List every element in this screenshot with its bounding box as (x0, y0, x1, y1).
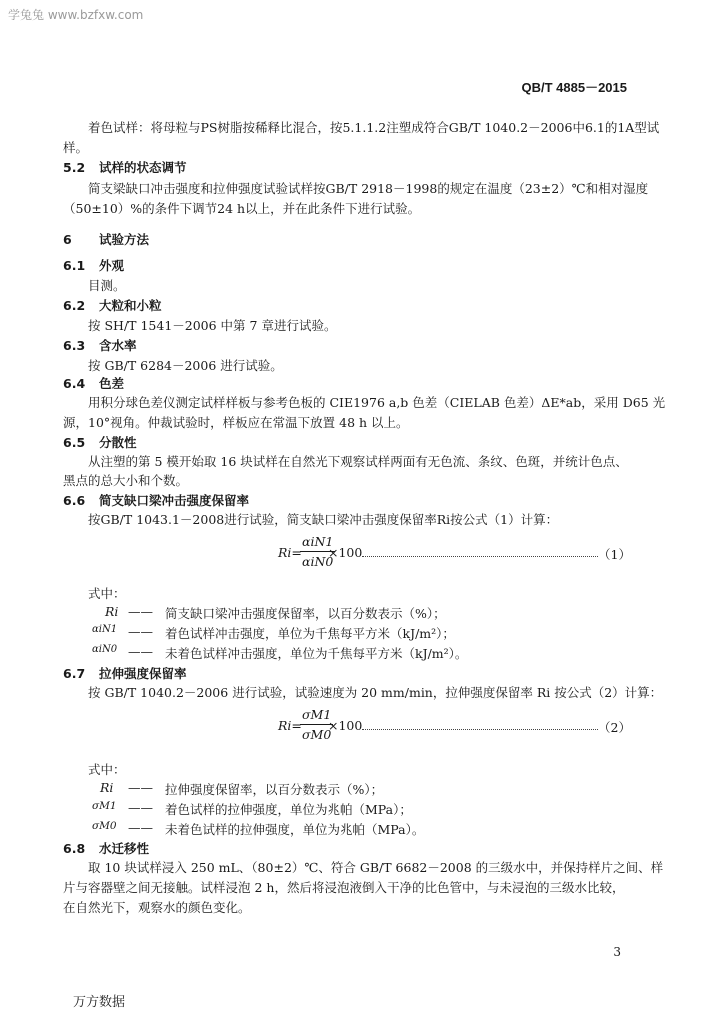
s67-def-2-symbol: σM1 (92, 800, 117, 812)
s66-def-1-symbol: Ri (105, 604, 119, 619)
s66-def-2-symbol: αiN1 (92, 624, 118, 635)
heading-6: 6 试验方法 (63, 232, 150, 247)
s66-def-2-text: 着色试样冲击强度，单位为千焦每平方米（kJ/m²）； (165, 626, 455, 641)
s66-def-3-symbol: αiN0 (92, 644, 118, 655)
s64-line-2: 源，10°视角。仲裁试验时，样板应在常温下放置 48 h 以上。 (63, 415, 409, 430)
s67-line-1: 按 GB/T 1040.2－2006 进行试验，试验速度为 20 mm/min，拉伸强度保留率 Ri 按公式（2）计算： (88, 685, 663, 700)
s68-line-3: 在自然光下，观察水的颜色变化。 (63, 900, 251, 915)
heading-6-2: 6.2 大粒和小粒 (63, 298, 162, 313)
s61-line-1: 目测。 (88, 278, 126, 293)
s63-line-1: 按 GB/T 6284－2006 进行试验。 (88, 358, 283, 373)
formula-1-eqno: （1） (598, 547, 631, 562)
s52-line-1: 简支梁缺口冲击强度和拉伸强度试验试样按GB/T 2918－1998的规定在温度（23±2）℃和相对湿度 (88, 181, 649, 196)
s66-def-3-dash: —— (128, 644, 153, 659)
heading-6-6: 6.6 简支缺口梁冲击强度保留率 (63, 493, 250, 508)
s66-def-1-dash: —— (128, 604, 153, 619)
intro-line-2: 样。 (63, 140, 89, 155)
formula-1-denominator: αiN0 (302, 554, 334, 569)
formula-2-eqno: （2） (598, 720, 631, 735)
s67-def-3-symbol: σM0 (92, 820, 117, 832)
page-number: 3 (613, 945, 621, 959)
s67-def-1-text: 拉伸强度保留率，以百分数表示（%）； (165, 782, 384, 797)
s66-def-3-text: 未着色试样冲击强度，单位为千焦每平方米（kJ/m²）。 (165, 646, 468, 661)
s68-line-1: 取 10 块试样浸入 250 mL、（80±2）℃、符合 GB/T 6682－2008 的三级水中，并保持样片之间、样 (88, 860, 664, 875)
standard-number: QB/T 4885－2015 (521, 80, 627, 95)
intro-line-1: 着色试样：将母粒与PS树脂按稀释比混合，按5.1.1.2注塑成符合GB/T 1040.2－2006中6.1的1A型试 (88, 120, 660, 135)
heading-6-4: 6.4 色差 (63, 376, 125, 391)
s62-line-1: 按 SH/T 1541－2006 中第 7 章进行试验。 (88, 318, 337, 333)
formula-1-leader (362, 556, 598, 557)
heading-5-2: 5.2 试样的状态调节 (63, 160, 187, 175)
heading-6-8: 6.8 水迁移性 (63, 841, 150, 856)
s64-line-1: 用积分球色差仪测定试样样板与参考色板的 CIE1976 a,b 色差（CIELAB 色差）ΔE*ab，采用 D65 光 (88, 395, 666, 410)
heading-6-5: 6.5 分散性 (63, 435, 137, 450)
s66-def-1-text: 简支缺口梁冲击强度保留率，以百分数表示（%）； (165, 606, 446, 621)
s65-line-2: 黑点的总大小和个数。 (63, 473, 189, 488)
s66-where: 式中： (88, 586, 126, 601)
formula-1-lhs: Ri= (278, 545, 302, 560)
s52-line-2: （50±10）%的条件下调节24 h以上，并在此条件下进行试验。 (63, 201, 421, 216)
heading-6-3: 6.3 含水率 (63, 338, 137, 353)
s67-def-3-text: 未着色试样的拉伸强度，单位为兆帕（MPa）。 (165, 822, 425, 837)
formula-2-leader (362, 729, 598, 730)
s68-line-2: 片与容器壁之间无接触。试样浸泡 2 h，然后将浸泡液倒入干净的比色管中，与未浸泡的三级水比较， (63, 880, 625, 895)
formula-1-tail: ×100 (328, 545, 363, 560)
formula-2-lhs: Ri= (278, 718, 302, 733)
formula-2-numerator: σM1 (300, 707, 333, 725)
s67-def-1-symbol: Ri (100, 780, 114, 795)
heading-6-1: 6.1 外观 (63, 258, 125, 273)
s66-def-2-dash: —— (128, 624, 153, 639)
watermark-top: 学兔兔 www.bzfxw.com (8, 8, 144, 22)
s65-line-1: 从注塑的第 5 模开始取 16 块试样在自然光下观察试样两面有无色流、条纹、色斑，并统计色点、 (88, 454, 628, 469)
s67-def-3-dash: —— (128, 820, 153, 835)
watermark-bottom: 万方数据 (73, 995, 126, 1010)
heading-6-7: 6.7 拉伸强度保留率 (63, 666, 187, 681)
formula-1-numerator: αiN1 (300, 534, 335, 552)
s67-def-2-dash: —— (128, 800, 153, 815)
formula-2-tail: ×100 (328, 718, 363, 733)
s67-def-1-dash: —— (128, 780, 153, 795)
s67-where: 式中： (88, 762, 126, 777)
s67-def-2-text: 着色试样的拉伸强度，单位为兆帕（MPa）； (165, 802, 412, 817)
s66-line-1: 按GB/T 1043.1－2008进行试验，简支缺口梁冲击强度保留率Ri按公式（1）计算： (88, 512, 559, 527)
formula-2-denominator: σM0 (302, 727, 332, 742)
